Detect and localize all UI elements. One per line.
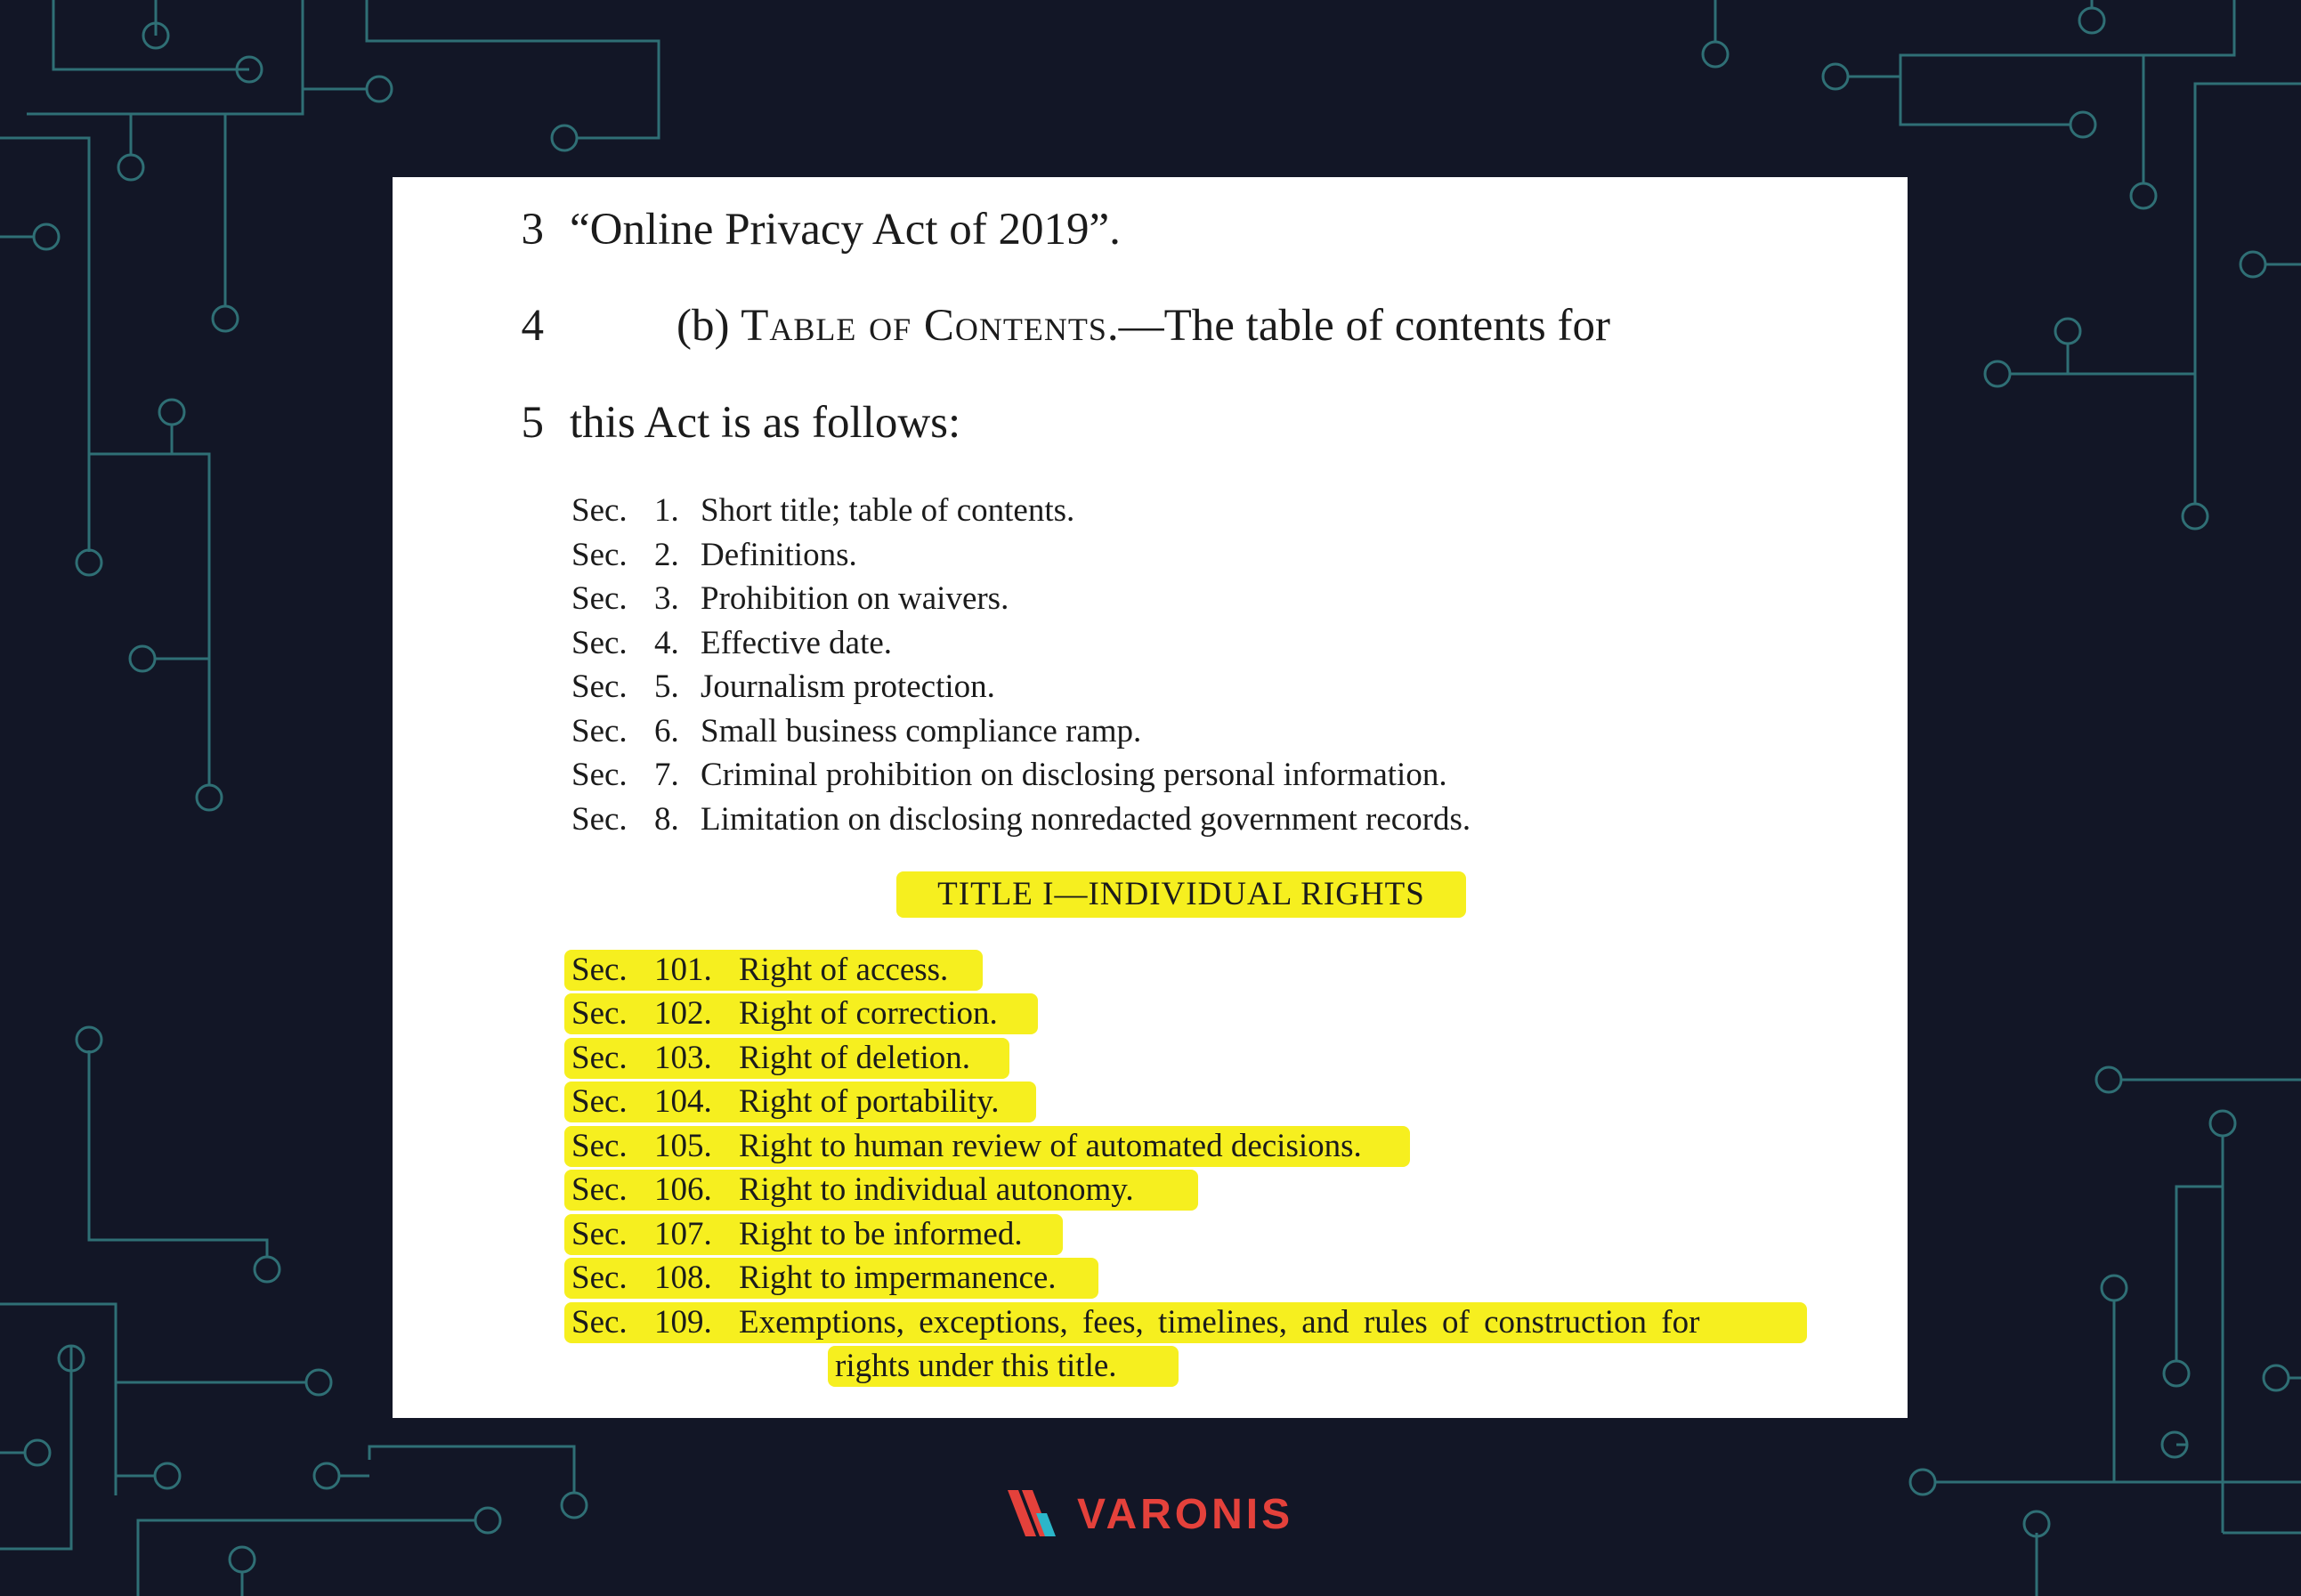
toc-sec-label: Sec. [571,1260,628,1296]
varonis-logo [1006,1487,1300,1540]
toc-sec-number: 104. [654,1083,712,1120]
toc-sec-label: Sec. [571,537,628,573]
toc-sec-number: 7. [654,757,679,793]
bill-line-3 [393,204,1908,266]
toc-sec-title: Criminal prohibition on disclosing personal information. [701,757,1447,793]
toc-sec-number: 109. [654,1304,712,1341]
toc-sec-number: 4. [654,625,679,661]
toc-sec-title: Right to individual autonomy. [739,1171,1134,1208]
toc-sec-title: Definitions. [701,537,857,573]
line-number: 5 [521,398,544,448]
toc-sec-number: 108. [654,1260,712,1296]
toc-sec-number: 2. [654,537,679,573]
toc-sec-title: Right of deletion. [739,1040,970,1076]
varonis-logo-mark [1006,1487,1077,1540]
toc-sec-label: Sec. [571,668,628,705]
toc-sec-title: Effective date. [701,625,893,661]
toc-sec-number: 6. [654,713,679,749]
varonis-logo-text: VARONIS [1077,1491,1294,1538]
toc-sec-label: Sec. [571,625,628,661]
toc-sec-label: Sec. [571,580,628,617]
title-heading: TITLE I—INDIVIDUAL RIGHTS [896,871,1466,918]
toc-sec-label: Sec. [571,801,628,838]
toc-sec-title: Journalism protection. [701,668,995,705]
toc-sec-label: Sec. [571,1304,628,1341]
line-number: 3 [521,205,544,255]
toc-sec-title: Short title; table of contents. [701,492,1075,529]
toc-sec-number: 5. [654,668,679,705]
toc-sec-title: Small business compliance ramp. [701,713,1142,749]
toc-sec-title-continuation: rights under this title. [835,1348,1117,1384]
toc-sec-title: Right to human review of automated decisions. [739,1128,1362,1164]
subsection-prefix: (b) [677,301,741,351]
bill-line-5 [393,397,1908,459]
toc-sec-number: 105. [654,1128,712,1164]
toc-sec-label: Sec. [571,757,628,793]
toc-sec-number: 106. [654,1171,712,1208]
toc-sec-title: Right to impermanence. [739,1260,1057,1296]
toc-sec-label: Sec. [571,952,628,988]
toc-sec-label: Sec. [571,1083,628,1120]
toc-sec-title: Prohibition on waivers. [701,580,1009,617]
toc-sec-label: Sec. [571,1128,628,1164]
toc-sec-number: 107. [654,1216,712,1252]
toc-sec-number: 8. [654,801,679,838]
toc-sec-label: Sec. [571,492,628,529]
toc-sec-title: Right of portability. [739,1083,1000,1120]
toc-sec-label: Sec. [571,1171,628,1208]
line-text [677,300,1610,352]
toc-sec-label: Sec. [571,713,628,749]
toc-sec-number: 3. [654,580,679,617]
toc-sec-title: Limitation on disclosing nonredacted government records. [701,801,1471,838]
line-text: this Act is as follows: [570,398,961,448]
toc-sec-number: 101. [654,952,712,988]
document-page [393,177,1908,1418]
toc-sec-label: Sec. [571,1040,628,1076]
subsection-suffix: .—The table of contents for [1106,301,1610,351]
toc-sec-number: 1. [654,492,679,529]
toc-sec-label: Sec. [571,1216,628,1252]
toc-sec-title: Right of correction. [739,995,998,1032]
toc-sec-title: Right of access. [739,952,949,988]
toc-sec-number: 102. [654,995,712,1032]
toc-sec-title: Right to be informed. [739,1216,1023,1252]
line-text: “Online Privacy Act of 2019”. [570,205,1121,255]
toc-sec-label: Sec. [571,995,628,1032]
toc-sec-number: 103. [654,1040,712,1076]
subsection-heading: Table of Contents [741,301,1107,351]
line-number: 4 [521,301,544,351]
bill-line-4 [393,300,1908,362]
toc-sec-title: Exemptions, exceptions, fees, timelines, and rules of construction for [739,1304,1700,1341]
